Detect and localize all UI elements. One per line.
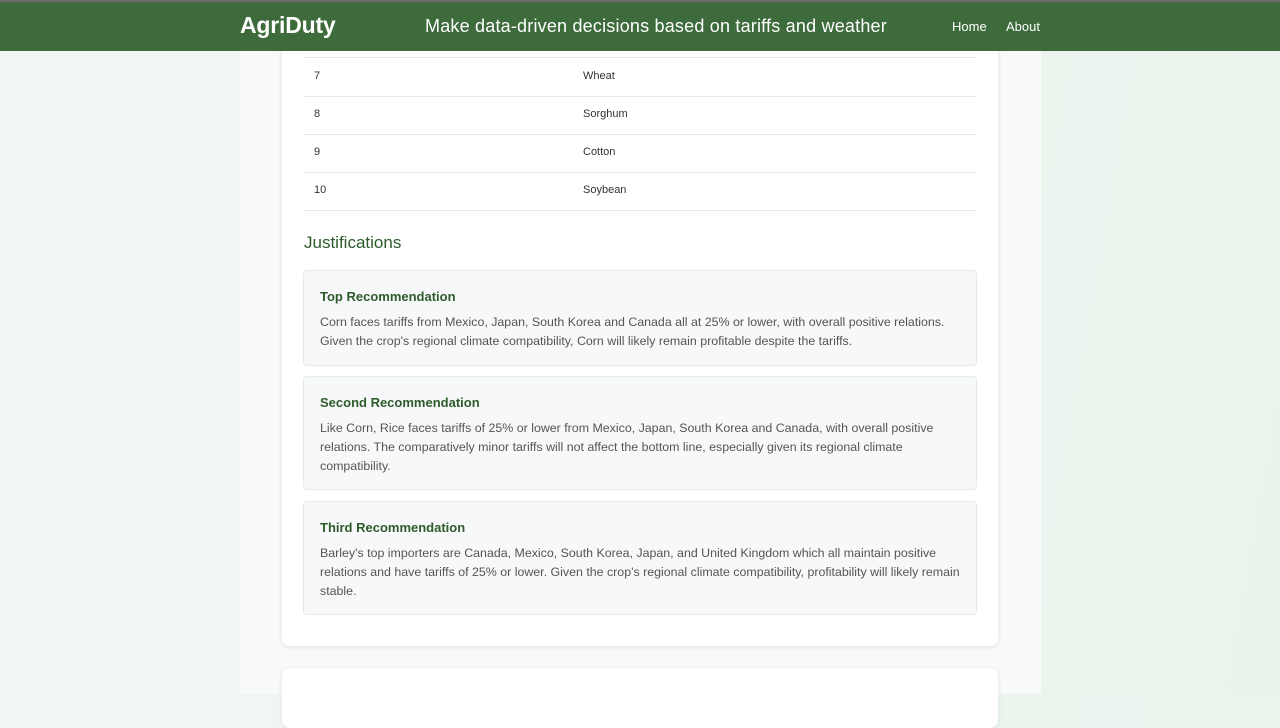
second-recommendation-card <box>303 376 977 490</box>
recommendation-text: Like Corn, Rice faces tariffs of 25% or lower from Mexico, Japan, South Korea and Canada, with overall positive relations. The comparatively minor tariffs will not affect the bottom line, especially given its regional climate compatibility. <box>320 421 934 473</box>
table-row <box>304 96 977 135</box>
rank-cell: 7 <box>314 70 321 82</box>
recommendation-title: Second Recommendation <box>320 395 480 410</box>
table-row <box>304 172 977 211</box>
next-card <box>282 668 998 728</box>
nav-home-link[interactable]: Home <box>952 19 987 34</box>
justifications-heading: Justifications <box>304 233 402 252</box>
table-row <box>304 57 977 97</box>
nav-about-link[interactable]: About <box>1006 19 1040 34</box>
crop-cell: Cotton <box>583 146 616 158</box>
recommendation-text: Corn faces tariffs from Mexico, Japan, South Korea and Canada all at 25% or lower, with overall positive relations. Given the crop's regional climate compatibility, Corn will likely remain profitable despite the tariffs. <box>320 315 945 348</box>
rank-cell: 9 <box>314 146 321 158</box>
top-recommendation-card <box>303 270 977 366</box>
crop-cell: Soybean <box>583 184 627 196</box>
recommendation-title: Third Recommendation <box>320 520 466 535</box>
rank-cell: 10 <box>314 184 327 196</box>
rank-cell: 8 <box>314 108 321 120</box>
crop-cell: Sorghum <box>583 108 628 120</box>
brand-logo[interactable]: AgriDuty <box>240 12 336 38</box>
crop-cell: Wheat <box>583 70 615 82</box>
tagline: Make data-driven decisions based on tariffs and weather <box>425 16 887 36</box>
third-recommendation-card <box>303 501 977 615</box>
recommendation-title: Top Recommendation <box>320 289 456 304</box>
top-navbar <box>0 0 1280 51</box>
table-row <box>304 134 977 173</box>
recommendation-text: Barley's top importers are Canada, Mexico, South Korea, Japan, and United Kingdom which all maintain positive relations and have tariffs of 25% or lower. Given the crop's regional climate compatibility, profitability will likely remain stable. <box>320 546 960 598</box>
